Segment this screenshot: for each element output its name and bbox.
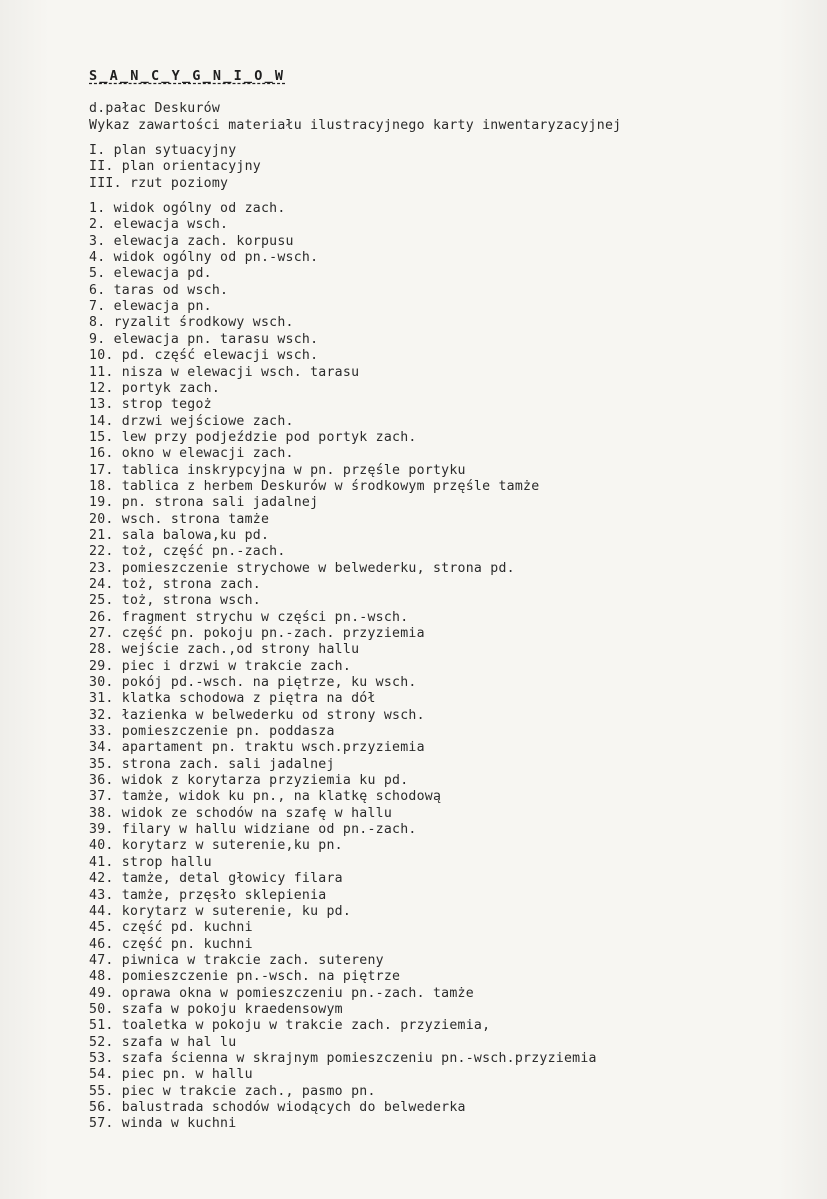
list-item: 40. korytarz w suterenie,ku pn. [89, 838, 343, 854]
list-item: 48. pomieszczenie pn.-wsch. na piętrze [89, 969, 401, 985]
list-item: 37. tamże, widok ku pn., na klatkę schodową [89, 789, 442, 805]
list-item: 39. filary w hallu widziane od pn.-zach. [89, 822, 417, 838]
list-item: 46. część pn. kuchni [89, 936, 253, 952]
list-item: 6. taras od wsch. [89, 282, 229, 298]
list-item: 28. wejście zach.,od strony hallu [89, 642, 360, 658]
list-item: 23. pomieszczenie strychowe w belwederku, strona pd. [89, 560, 515, 576]
list-item: 57. winda w kuchni [89, 1116, 237, 1132]
document-description: Wykaz zawartości materiału ilustracyjnego karty inwentaryzacyjnej [89, 117, 622, 133]
list-item: 5. elewacja pd. [89, 266, 212, 282]
list-item: 21. sala balowa,ku pd. [89, 527, 270, 543]
list-item: 33. pomieszczenie pn. poddasza [89, 724, 335, 740]
list-item: 34. apartament pn. traktu wsch.przyziemia [89, 740, 425, 756]
list-item: 4. widok ogólny od pn.-wsch. [89, 250, 319, 266]
list-item: 53. szafa ścienna w skrajnym pomieszczeniu pn.-wsch.przyziemia [89, 1050, 597, 1066]
list-item: 29. piec i drzwi w trakcie zach. [89, 658, 352, 674]
list-item: 20. wsch. strona tamże [89, 511, 270, 527]
list-item: 7. elewacja pn. [89, 299, 212, 315]
list-item: 19. pn. strona sali jadalnej [89, 495, 319, 511]
list-item: 12. portyk zach. [89, 380, 221, 396]
list-item: 32. łazienka w belwederku od strony wsch. [89, 707, 425, 723]
document-subtitle: d.pałac Deskurów [89, 101, 221, 117]
document-title: S_A_N_C_Y_G_N_I_O_W [89, 68, 286, 84]
list-item: 47. piwnica w trakcie zach. sutereny [89, 952, 384, 968]
list-item: 8. ryzalit środkowy wsch. [89, 315, 294, 331]
list-item: 22. toż, część pn.-zach. [89, 544, 286, 560]
list-item: 1. widok ogólny od zach. [89, 201, 286, 217]
list-item: 30. pokój pd.-wsch. na piętrze, ku wsch. [89, 675, 417, 691]
list-item: 55. piec w trakcie zach., pasmo pn. [89, 1083, 376, 1099]
list-item: 15. lew przy podjeździe pod portyk zach. [89, 429, 417, 445]
typescript-sheet [89, 68, 789, 1133]
list-item: 14. drzwi wejściowe zach. [89, 413, 294, 429]
section-list [89, 143, 789, 192]
list-item: 52. szafa w hal lu [89, 1034, 237, 1050]
list-item: 41. strop hallu [89, 854, 212, 870]
section-item: II. plan orientacyjny [89, 159, 261, 175]
list-item: 31. klatka schodowa z piętra na dół [89, 691, 376, 707]
list-item: 26. fragment strychu w części pn.-wsch. [89, 609, 409, 625]
list-item: 10. pd. część elewacji wsch. [89, 348, 319, 364]
list-item: 24. toż, strona zach. [89, 576, 261, 592]
list-item: 38. widok ze schodów na szafę w hallu [89, 805, 393, 821]
list-item: 27. część pn. pokoju pn.-zach. przyziemia [89, 626, 425, 641]
list-item: 16. okno w elewacji zach. [89, 446, 294, 462]
illustration-list [89, 201, 789, 1133]
list-item: 36. widok z korytarza przyziemia ku pd. [89, 773, 409, 789]
list-item: 49. oprawa okna w pomieszczeniu pn.-zach. tamże [89, 985, 474, 1001]
list-item: 51. toaletka w pokoju w trakcie zach. przyziemia, [89, 1018, 491, 1034]
list-item: 25. toż, strona wsch. [89, 593, 261, 609]
list-item: 50. szafa w pokoju kraedensowym [89, 1001, 343, 1017]
list-item: 9. elewacja pn. tarasu wsch. [89, 331, 319, 347]
section-item: III. rzut poziomy [89, 175, 229, 191]
list-item: 35. strona zach. sali jadalnej [89, 756, 335, 772]
list-item: 42. tamże, detal głowicy filara [89, 871, 343, 887]
list-item: 43. tamże, przęsło sklepienia [89, 887, 327, 903]
list-item: 17. tablica inskrypcyjna w pn. przęśle portyku [89, 462, 466, 478]
list-item: 56. balustrada schodów wiodących do belwederka [89, 1099, 466, 1115]
list-item: 11. nisza w elewacji wsch. tarasu [89, 364, 360, 380]
list-item: 18. tablica z herbem Deskurów w środkowym przęśle tamże [89, 478, 540, 494]
list-item: 13. strop tegoż [89, 397, 212, 413]
list-item: 3. elewacja zach. korpusu [89, 233, 294, 249]
list-item: 2. elewacja wsch. [89, 217, 229, 233]
list-item: 54. piec pn. w hallu [89, 1067, 253, 1083]
list-item: 45. część pd. kuchni [89, 920, 253, 936]
section-item: I. plan sytuacyjny [89, 143, 237, 159]
list-item: 44. korytarz w suterenie, ku pd. [89, 903, 352, 919]
